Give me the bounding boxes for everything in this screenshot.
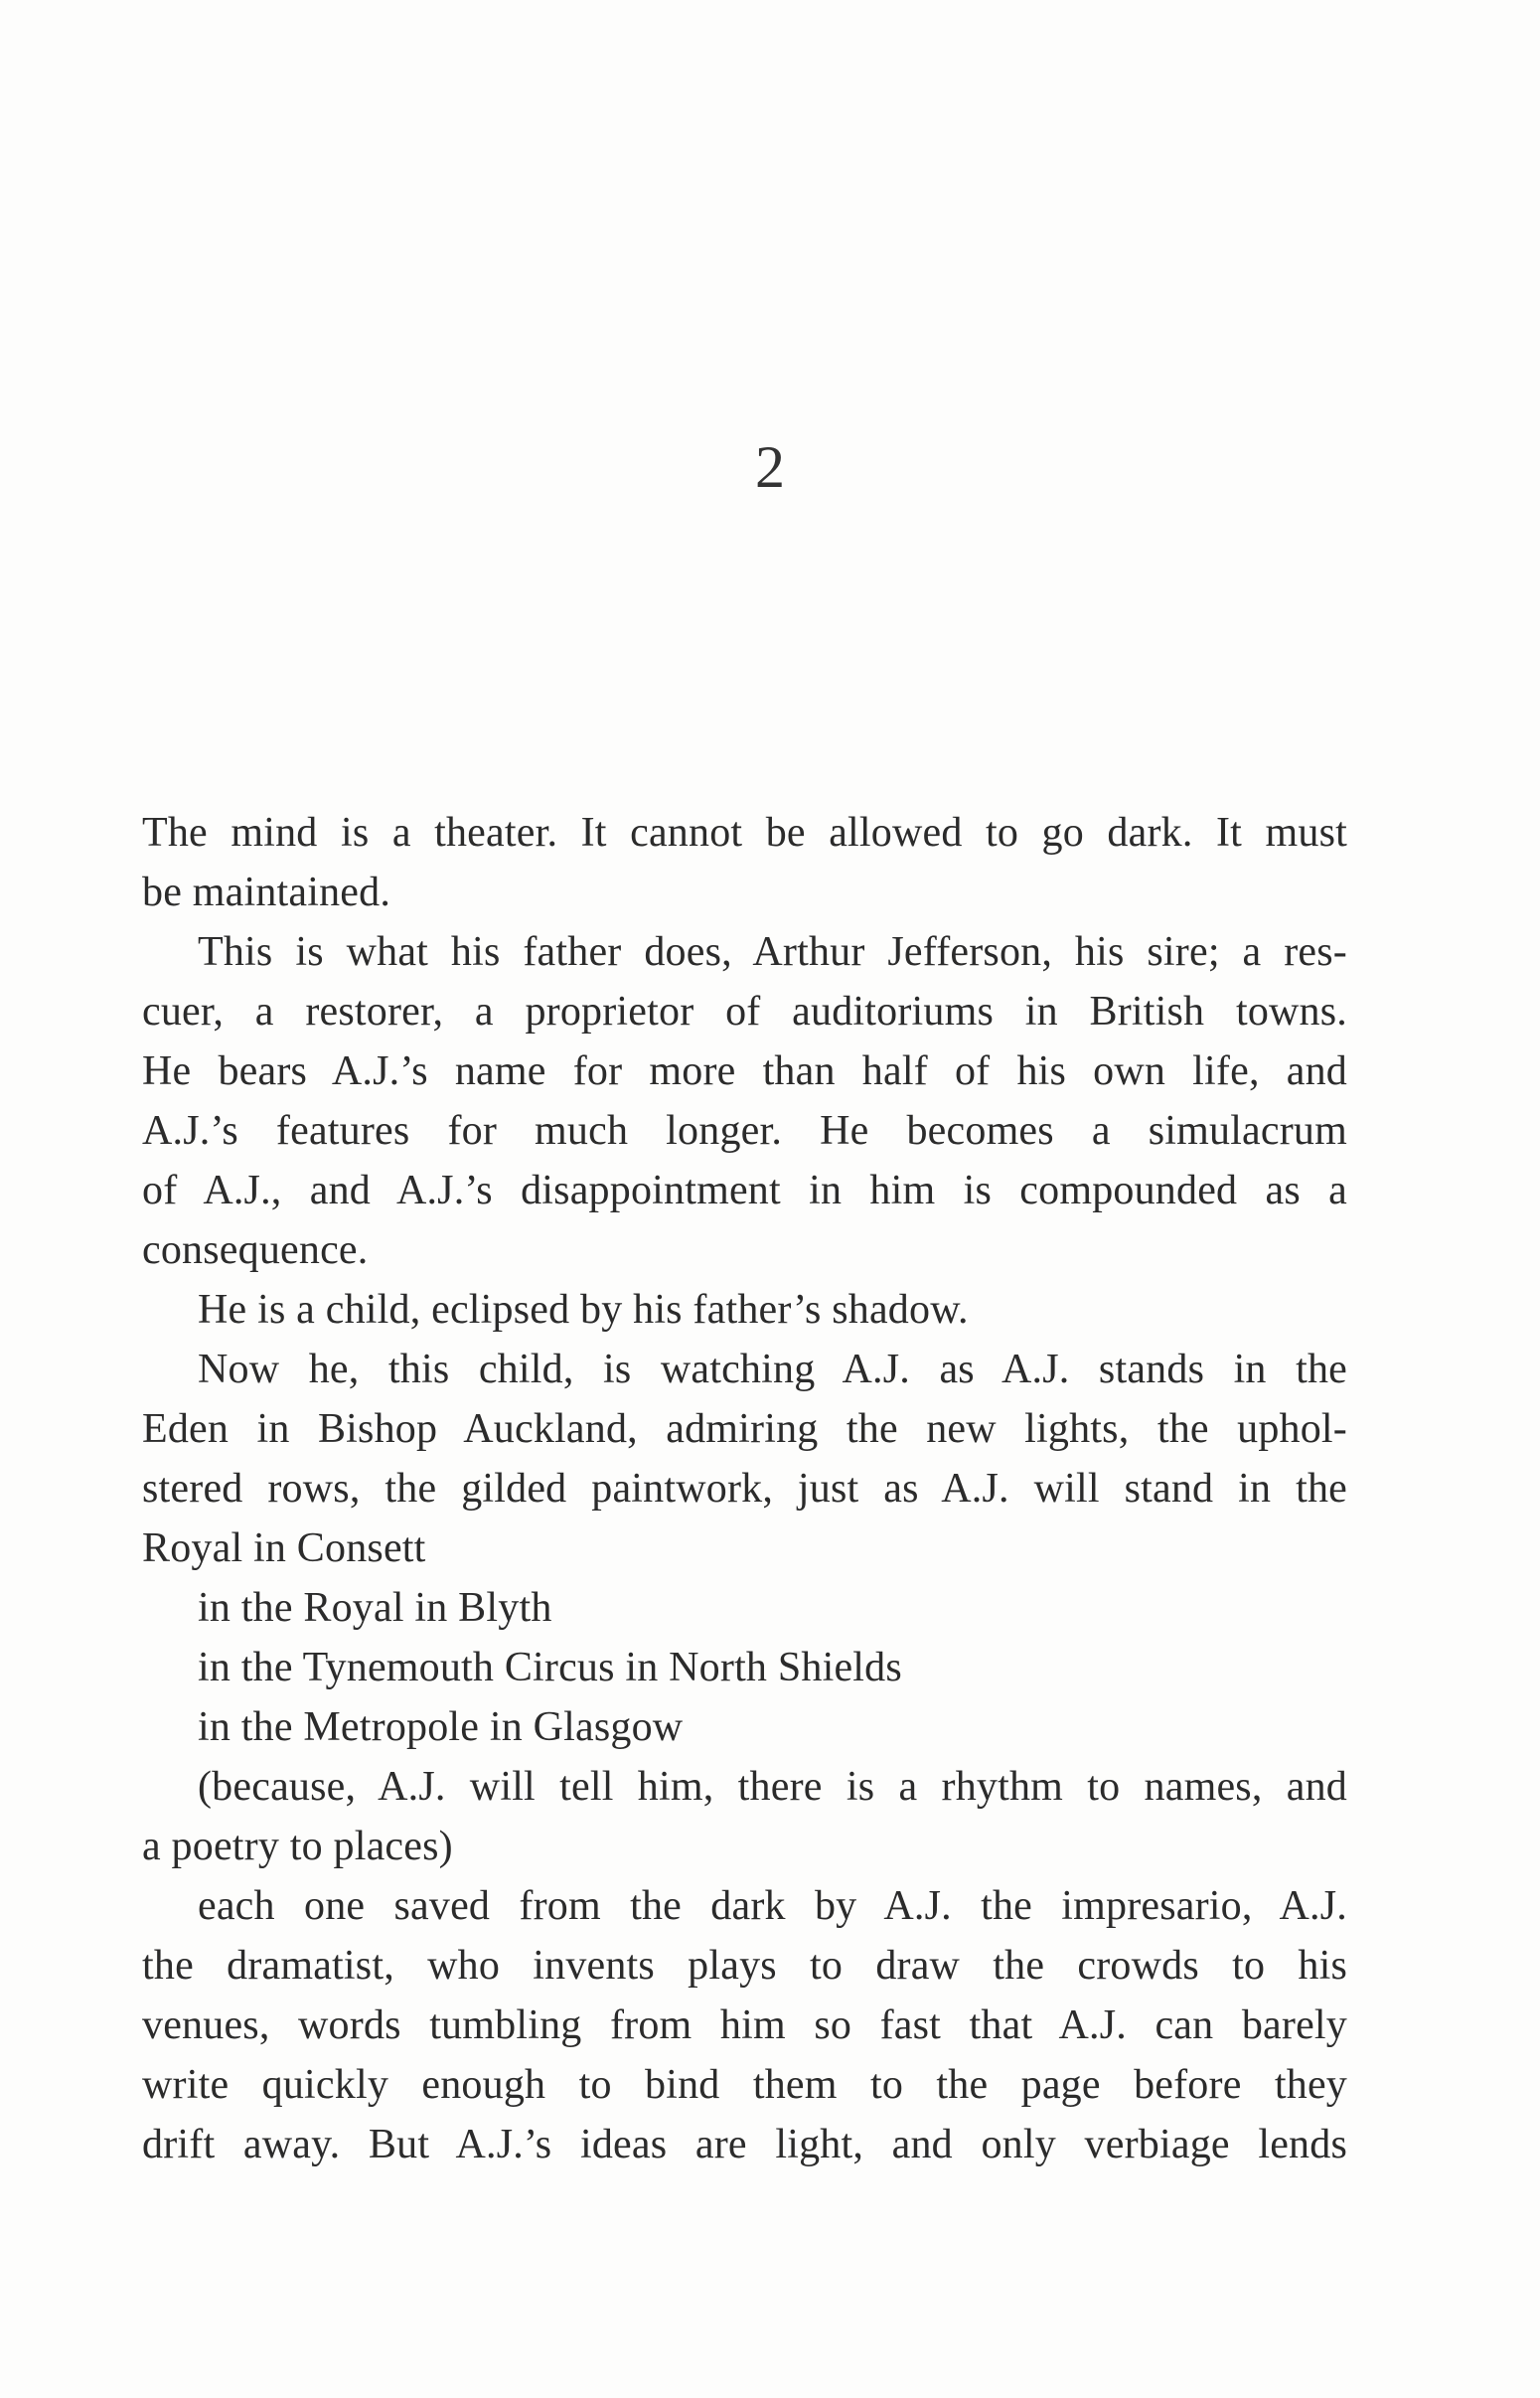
text-line: Now he, this child, is watching A.J. as A.J. stands in the (198, 1347, 1347, 1392)
text-line: (because, A.J. will tell him, there is a rhythm to names, and (198, 1764, 1347, 1810)
text-line: This is what his father does, Arthur Jefferson, his sire; a res- (198, 929, 1347, 975)
text-line: the dramatist, who invents plays to draw the crowds to his (142, 1943, 1347, 1989)
text-line: cuer, a restorer, a proprietor of auditoriums in British towns. (142, 989, 1347, 1035)
text-line: venues, words tumbling from him so fast that A.J. can barely (142, 2002, 1347, 2048)
text-line: in the Tynemouth Circus in North Shields (198, 1645, 902, 1690)
text-line: consequence. (142, 1227, 369, 1273)
text-line: be maintained. (142, 870, 391, 915)
text-line: He bears A.J.’s name for more than half of his own life, and (142, 1048, 1347, 1094)
text-line: Eden in Bishop Auckland, admiring the new lights, the uphol- (142, 1406, 1347, 1452)
text-line: A.J.’s features for much longer. He becomes a simulacrum (142, 1108, 1347, 1154)
text-line: of A.J., and A.J.’s disappointment in him is compounded as a (142, 1168, 1347, 1213)
text-line: each one saved from the dark by A.J. the impresario, A.J. (198, 1883, 1347, 1929)
body-text (142, 803, 1347, 2174)
text-line: He is a child, eclipsed by his father’s shadow. (198, 1287, 969, 1333)
text-line: The mind is a theater. It cannot be allowed to go dark. It must (142, 810, 1347, 856)
chapter-number: 2 (755, 434, 785, 500)
text-line: Royal in Consett (142, 1525, 426, 1571)
text-line: drift away. But A.J.’s ideas are light, and only verbiage lends (142, 2122, 1347, 2167)
text-line: a poetry to places) (142, 1824, 453, 1869)
text-line: write quickly enough to bind them to the page before they (142, 2062, 1347, 2108)
text-line: stered rows, the gilded paintwork, just as A.J. will stand in the (142, 1466, 1347, 1512)
text-line: in the Royal in Blyth (198, 1585, 552, 1631)
text-line: in the Metropole in Glasgow (198, 1704, 684, 1750)
